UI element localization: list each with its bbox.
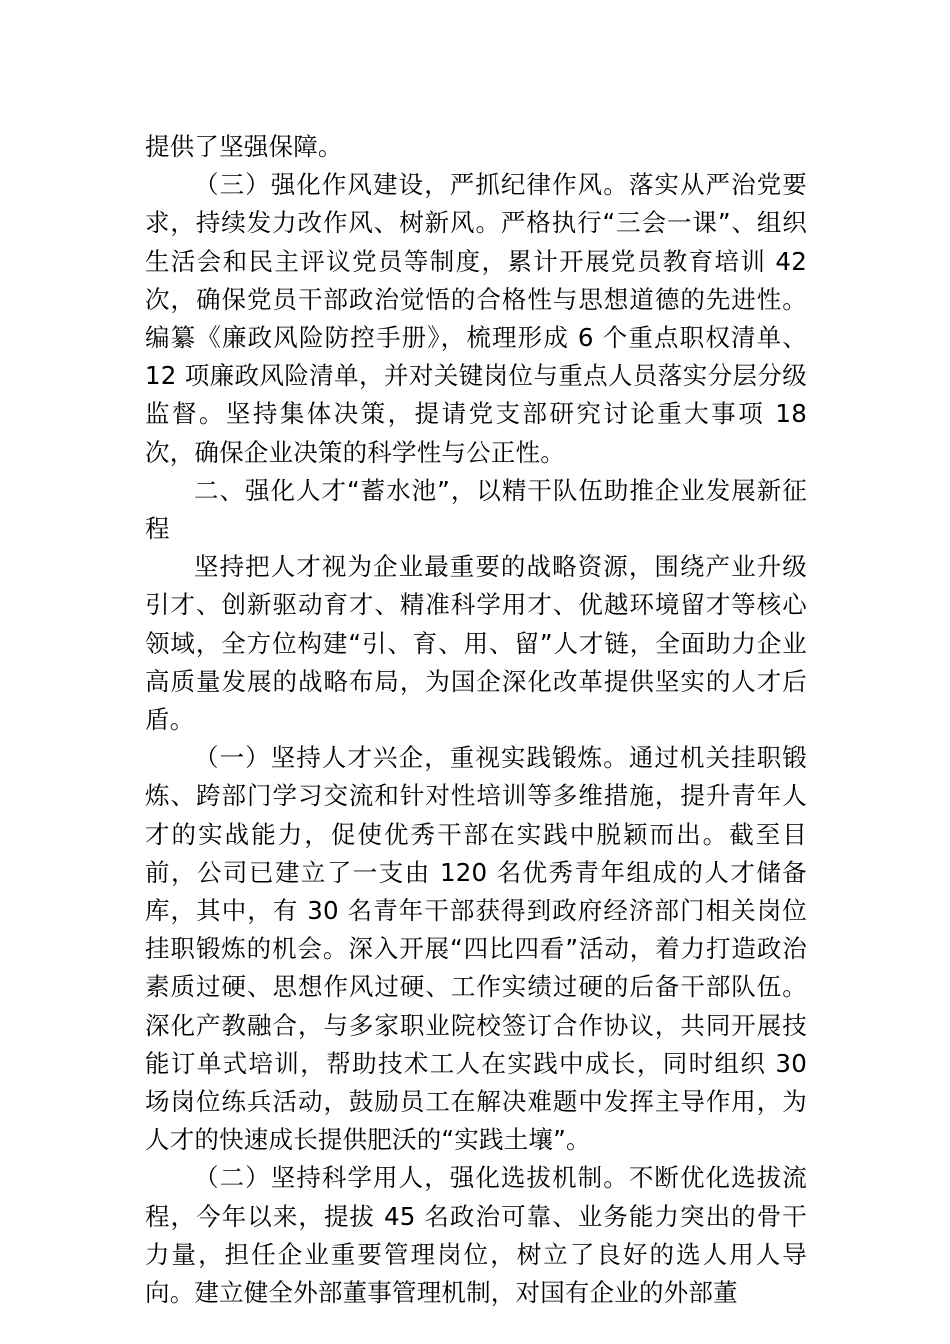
paragraph-section-three-style: （三）强化作风建设，严抓纪律作风。落实从严治党要求，持续发力改作风、树新风。严格执行“三会一课”、组织生活会和民主评议党员等制度，累计开展党员教育培训 42 次，确保党员干部政治觉悟的合格性与思想道德的先进性。编纂《廉政风险防控手册》，梳理形成 6 个重点职权清单、12 项廉政风险清单，并对关键岗位与重点人员落实分层分级监督。坚持集体决策，提请党支部研究讨论重大事项 18 次，确保企业决策的科学性与公正性。 [145,170,807,467]
paragraph-continuation: 提供了坚强保障。 [145,132,343,161]
paragraph-section-one-practice: （一）坚持人才兴企，重视实践锻炼。通过机关挂职锻炼、跨部门学习交流和针对性培训等多维措施，提升青年人才的实战能力，促使优秀干部在实践中脱颖而出。截至目前，公司已建立了一支由 120 名优秀青年组成的人才储备库，其中，有 30 名青年干部获得到政府经济部门相关岗位挂职锻炼的机会。深入开展“四比四看”活动，着力打造政治素质过硬、思想作风过硬、工作实绩过硬的后备干部队伍。深化产教融合，与多家职业院校签订合作协议，共同开展技能订单式培训，帮助技术工人在实践中成长，同时组织 30 场岗位练兵活动，鼓励员工在解决难题中发挥主导作用，为人才的快速成长提供肥沃的“实践土壤”。 [145,743,807,1155]
paragraph-section-two-selection: （二）坚持科学用人，强化选拔机制。不断优化选拔流程，今年以来，提拔 45 名政治可靠、业务能力突出的骨干力量，担任企业重要管理岗位，树立了良好的选人用人导向。建立健全外部董事管理机制，对国有企业的外部董 [145,1163,807,1308]
document-body [145,128,807,1312]
section-heading-talent-pool: 二、强化人才“蓄水池”，以精干队伍助推企业发展新征程 [145,475,807,544]
paragraph-talent-intro: 坚持把人才视为企业最重要的战略资源，围绕产业升级引才、创新驱动育才、精准科学用才、优越环境留才等核心领域，全方位构建“引、育、用、留”人才链，全面助力企业高质量发展的战略布局，为国企深化改革提供坚实的人才后盾。 [145,552,807,735]
